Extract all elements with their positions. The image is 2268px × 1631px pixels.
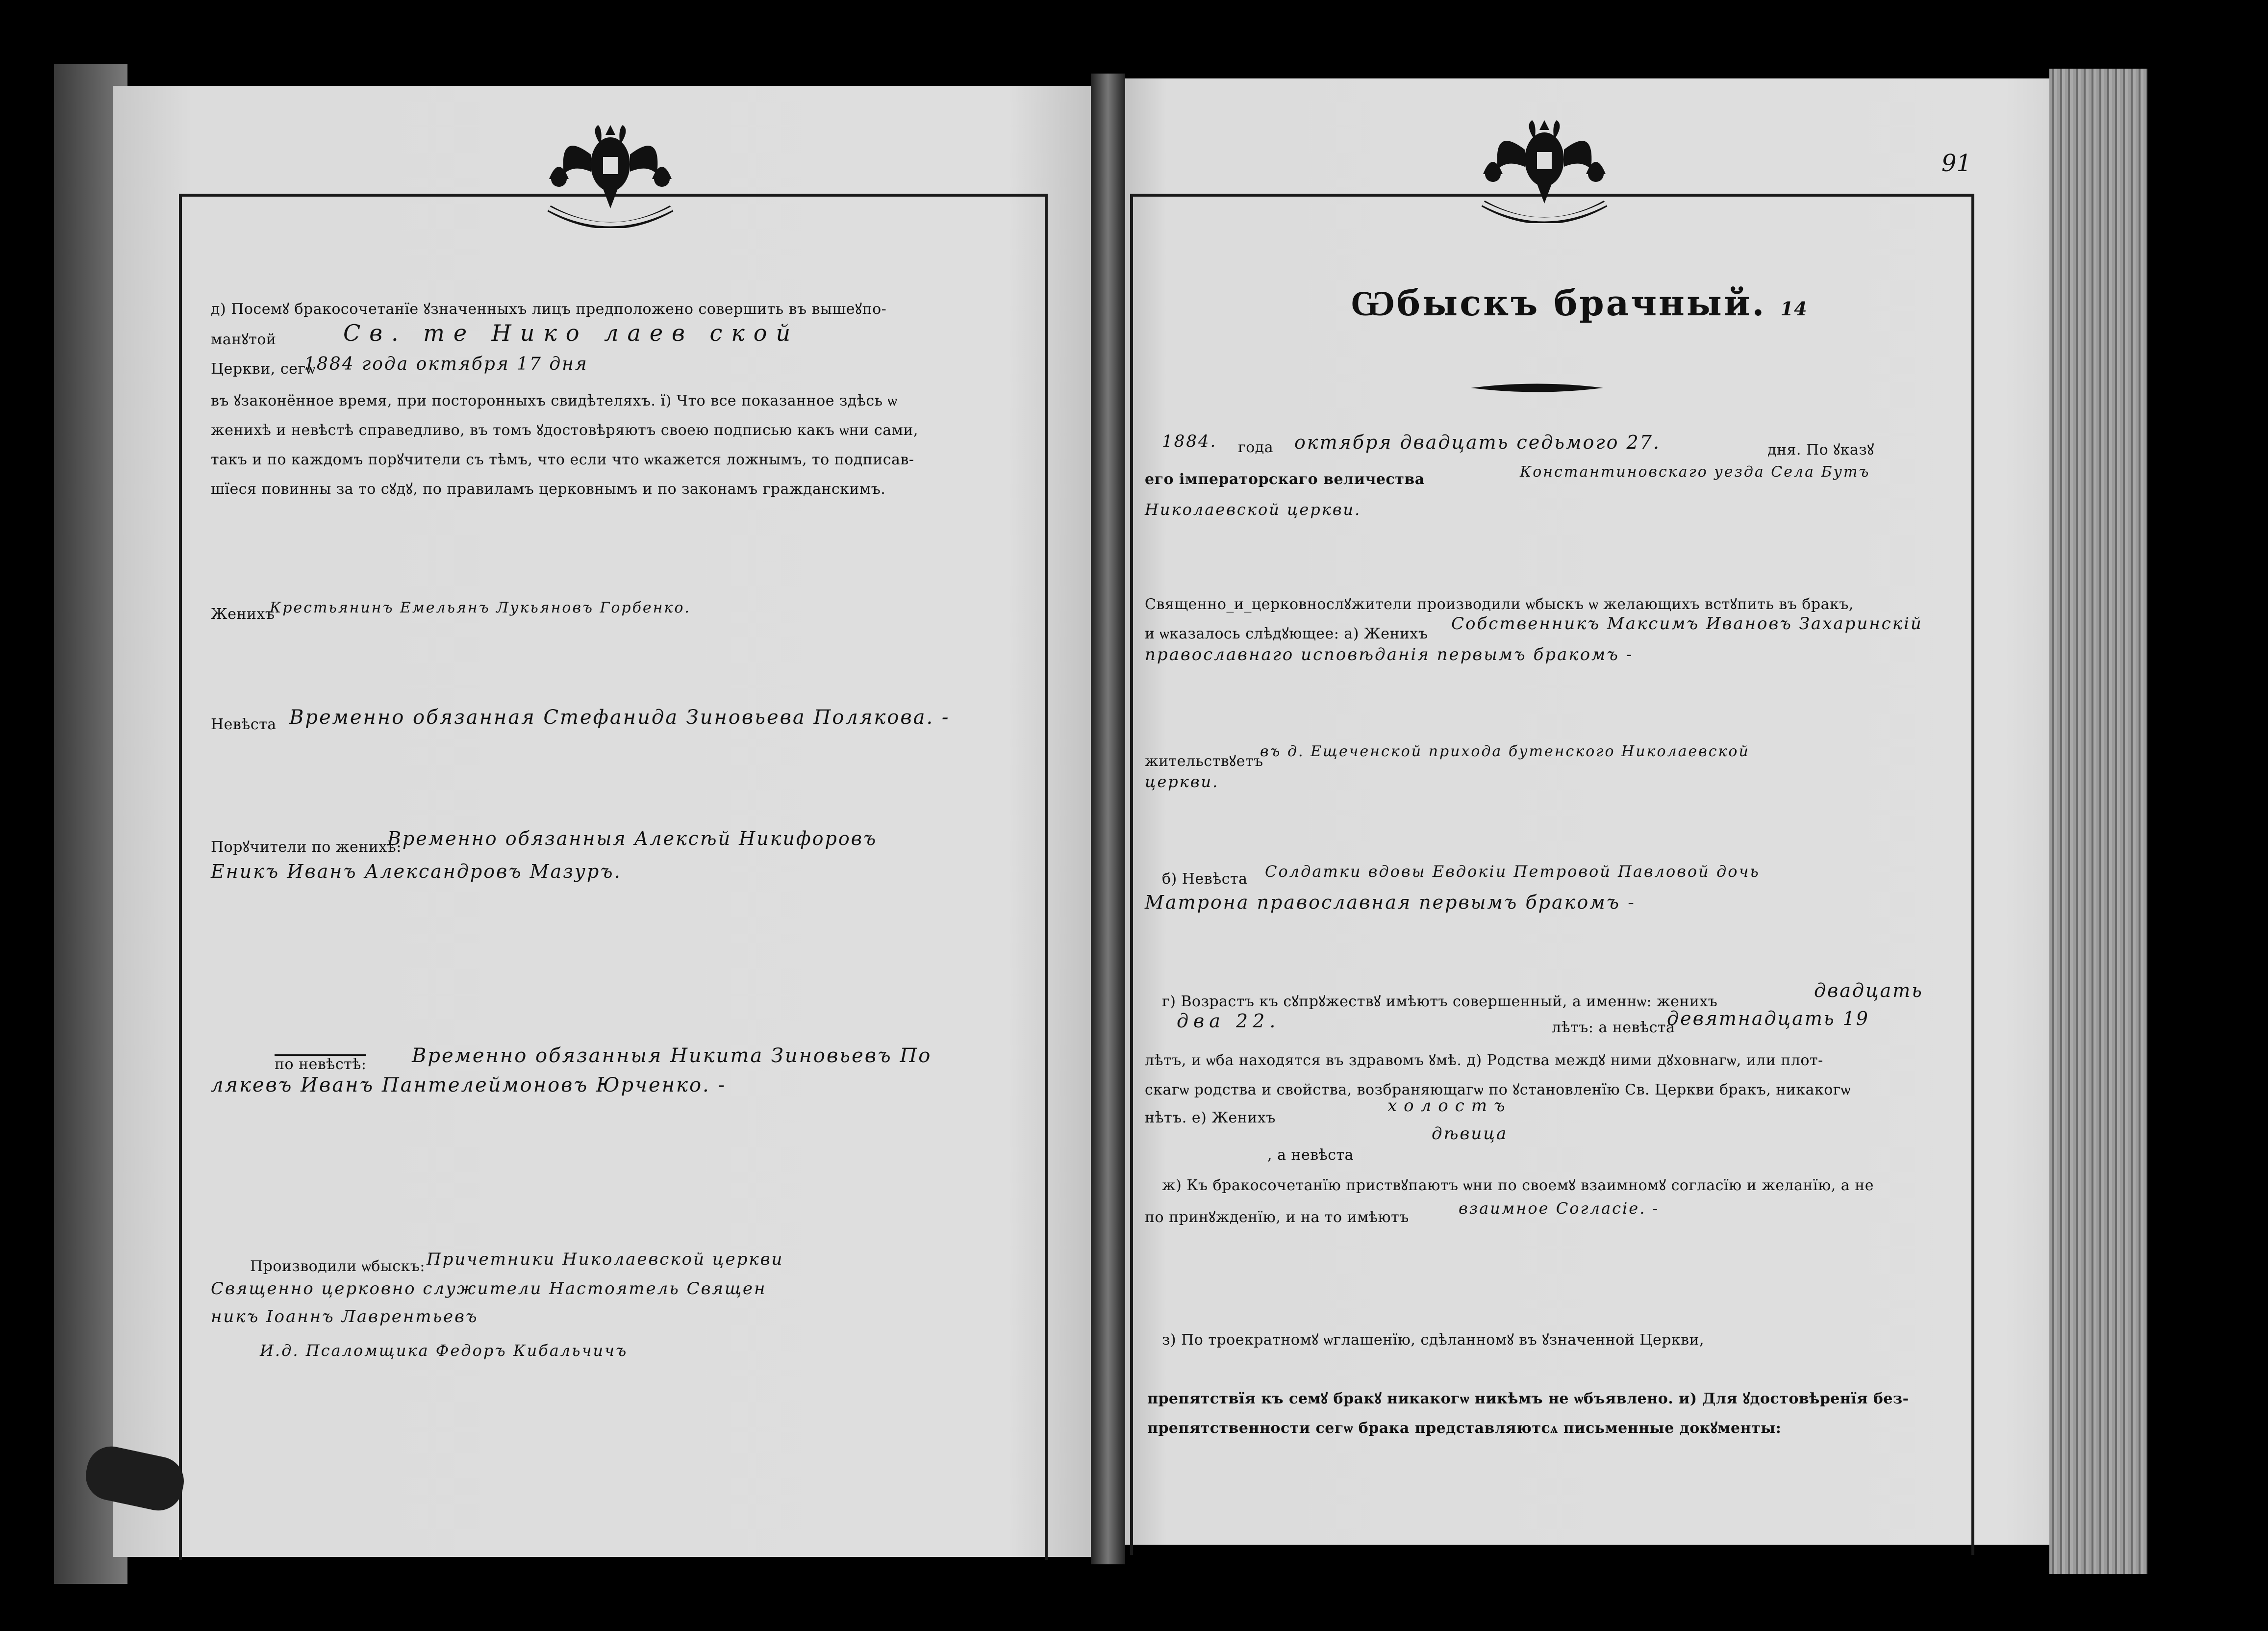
obstacle-line1: препятствїя къ семꙋ бракꙋ никакогѡ никѣмъ не ѡбъявлено. и) Для ꙋдостовѣренїя без- — [1147, 1390, 1909, 1407]
clause-d-label: манꙋтой — [211, 331, 277, 348]
intro-line2-label: его імператорскаго величества — [1145, 471, 1425, 488]
guarantors-groom-handwritten-2: Еникъ Иванъ Александровъ Мазуръ. — [211, 861, 622, 882]
clause-d-line4: въ ꙋзаконённое время, при посторонныхъ свидѣтеляхъ. ї) Что все показанное здѣсь ѡ — [211, 392, 898, 409]
guarantors-groom-label: Порꙋчители по женихѣ: — [211, 839, 402, 856]
performed-handwritten-3: никъ Іоаннъ Лаврентьевъ — [211, 1307, 479, 1326]
age-line2-label: лѣтъ: а невѣста — [1552, 1019, 1675, 1036]
church-name-handwritten: Св. те Нико лаев ской — [343, 320, 800, 346]
bride-label: б) Невѣста — [1162, 870, 1248, 888]
consent-handwritten: взаимное Согласіе. - — [1459, 1199, 1660, 1218]
groom-handwritten: Собственникъ Максимъ Ивановъ Захаринскій — [1451, 614, 1923, 634]
clause-d-line7: шїеся повинны за то сꙋдꙋ, по правиламъ церковнымъ и по законамъ гражданскимъ. — [211, 481, 886, 498]
clause-d-line6: такъ и по каждомъ порꙋчители съ тѣмъ, что если что ѡкажется ложнымъ, то подписав- — [211, 451, 914, 468]
groom-handwritten: Крестьянинъ Емельянъ Лукьяновъ Горбенко. — [270, 599, 691, 616]
performed-handwritten-1: Причетники Николаевской церкви — [427, 1249, 784, 1269]
bride-age-handwritten: девятнадцать 19 — [1667, 1008, 1869, 1029]
page-title: Ѡбыскъ брачный. 14 — [1351, 282, 1808, 324]
groom-faith-handwritten: православнаго исповѣданія первымъ бракомъ - — [1145, 645, 1634, 664]
consent-line2-label: по принꙋжденїю, и на то имѣютъ — [1145, 1209, 1409, 1226]
clergy-line2-label: и ѡказалось слѣдꙋющее: а) Женихъ — [1145, 625, 1428, 642]
intro-year-handwritten: 1884. — [1162, 432, 1217, 451]
announce-line: з) По троекратномꙋ ѡглашенїю, сдѣланномꙋ въ ꙋзначенной Церкви, — [1162, 1331, 1705, 1349]
bride-handwritten-2: Матрона православная первымъ бракомъ - — [1145, 892, 1636, 913]
guarantors-bride-handwritten-2: лякевъ Иванъ Пантелеймоновъ Юрченко. - — [211, 1074, 726, 1096]
intro-year-label: года — [1238, 439, 1274, 456]
residence-handwritten-2: церкви. — [1145, 772, 1219, 791]
groom-status-handwritten: холостъ — [1387, 1096, 1512, 1116]
bride-handwritten: Временно обязанная Стефанида Зиновьева Полякова. - — [289, 706, 950, 729]
age-line5-label: нѣтъ. е) Женихъ — [1145, 1109, 1276, 1126]
groom-age-handwritten: двадцать — [1814, 980, 1923, 1001]
page-number: 91 — [1941, 150, 1972, 177]
intro-line3-handwritten: Николаевской церкви. — [1145, 500, 1361, 519]
age-line3: лѣтъ, и ѡба находятся въ здравомъ ꙋмѣ. д) Родства междꙋ ними дꙋховнагѡ, или плот- — [1145, 1052, 1823, 1069]
guarantors-bride-handwritten-1: Временно обязанныя Никита Зиновьевъ По — [412, 1045, 932, 1067]
intro-date-handwritten: октября двадцать седьмого 27. — [1294, 432, 1661, 453]
bride-status-label: , а невѣста — [1267, 1147, 1354, 1164]
book-spine — [1091, 74, 1125, 1564]
page-stack-edge — [2049, 69, 2147, 1574]
groom-age-number-handwritten: два 22. — [1177, 1010, 1281, 1032]
groom-label: Женихъ — [211, 606, 275, 623]
obstacle-line2: препятственности сегѡ брака представляютсѧ письменные докꙋменты: — [1147, 1420, 1782, 1437]
church-label: Церкви, сегѡ — [211, 360, 316, 378]
performed-handwritten-4: И.д. Псаломщика Федоръ Кибальчичъ — [260, 1341, 628, 1360]
bride-label: Невѣста — [211, 716, 277, 733]
age-line4: скагѡ родства и свойства, возбраняющагѡ по ꙋстановленїю Св. Церкви бракъ, никакогѡ — [1145, 1081, 1851, 1098]
guarantors-bride-label: по невѣстѣ: — [275, 1054, 366, 1073]
performed-label: Производили ѡбыскъ: — [250, 1258, 425, 1275]
intro-line2-handwritten: Константиновскаго уезда Села Бутъ — [1520, 463, 1870, 481]
residence-handwritten-1: въ д. Ещеченской прихода бутенского Николаевской — [1260, 743, 1750, 760]
emblem-icon — [529, 110, 691, 228]
emblem-icon — [1463, 105, 1625, 223]
performed-handwritten-2: Священно церковно служители Настоятель Священ — [211, 1279, 767, 1299]
date-handwritten: 1884 года октября 17 дня — [304, 354, 588, 374]
clause-d-line1: д) Посемꙋ бракосочетанїе ꙋзначенныхъ лицъ предположено совершить въ вышеꙋпо- — [211, 301, 887, 318]
age-line1-label: г) Возрастъ къ сꙋпрꙋжествꙋ имѣютъ совершенный, а именнѡ: женихъ — [1162, 993, 1718, 1010]
title-ornament-icon — [1471, 382, 1603, 393]
bride-status-handwritten: дѣвица — [1432, 1124, 1508, 1144]
clause-d-line5: женихѣ и невѣстѣ справедливо, въ томъ ꙋдостовѣряютъ своею подписью какъ ѡни сами, — [211, 422, 918, 439]
consent-line1: ж) Къ бракосочетанїю приствꙋпаютъ ѡни по своемꙋ взаимномꙋ согласїю и желанїю, а не — [1162, 1177, 1874, 1194]
intro-day-label: дня. По ꙋказꙋ — [1767, 441, 1874, 459]
bride-handwritten-1: Солдатки вдовы Евдокіи Петровой Павловой дочь — [1265, 862, 1760, 881]
residence-label: жительствꙋетъ — [1145, 753, 1263, 770]
clergy-line1: Священно_и_церковнослꙋжители производили ѡбыскъ ѡ желающихъ встꙋпить въ бракъ, — [1145, 596, 1854, 613]
guarantors-groom-handwritten-1: Временно обязанныя Алексѣй Никифоровъ — [387, 828, 878, 849]
